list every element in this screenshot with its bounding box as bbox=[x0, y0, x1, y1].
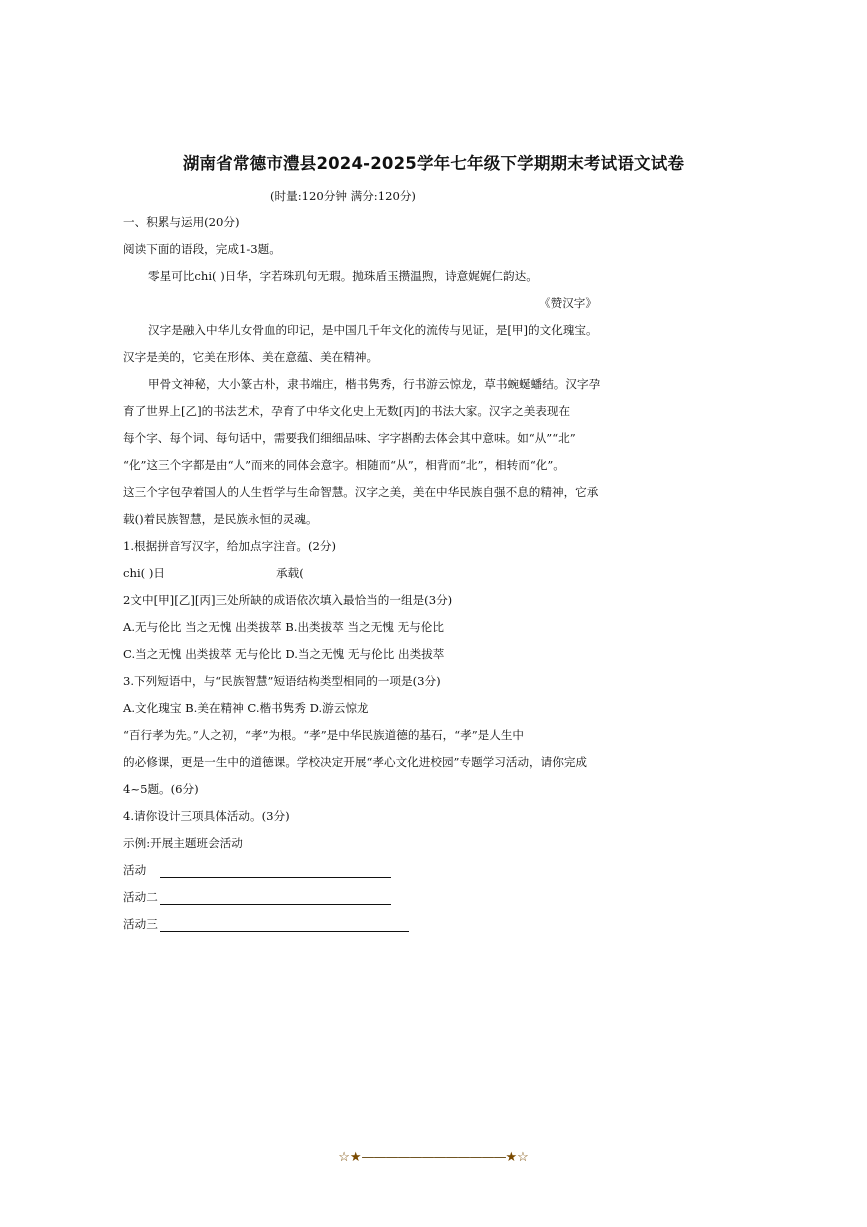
activity-1-label: 活动 bbox=[123, 863, 147, 877]
paragraph-line: 甲骨文神秘，大小篆古朴，隶书端庄，楷书隽秀，行书游云惊龙，草书蜿蜒蟠结。汉字孕 bbox=[148, 377, 601, 391]
activity-2-label: 活动二 bbox=[123, 890, 158, 904]
question-1-blank-a: chi( )日 bbox=[123, 566, 165, 580]
paragraph-line: “化”这三个字都是由“人”而来的同体会意字。相随而“从”，相背而“北”，相转而“化”。 bbox=[123, 458, 565, 472]
page-title: 湖南省常德市澧县2024-2025学年七年级下学期期末考试语文试卷 bbox=[182, 154, 685, 173]
section-heading: 一、积累与运用(20分) bbox=[123, 215, 240, 229]
poem-line: 零星可比chi( )日华，字若珠玑句无瑕。抛珠盾玉攒温煦，诗意娓娓仁韵达。 bbox=[148, 269, 538, 283]
paragraph-line: 每个字、每个词、每句话中，需要我们细细品味、字字斟酌去体会其中意味。如“从”“北” bbox=[123, 431, 576, 445]
paragraph-line: 育了世界上[乙]的书法艺术，孕育了中华文化史上无数[丙]的书法大家。汉字之美表现在 bbox=[123, 404, 571, 418]
activity-2-answer-line[interactable] bbox=[160, 904, 391, 905]
reading-instruction: 阅读下面的语段，完成1-3题。 bbox=[123, 242, 281, 256]
question-1-stem: 1.根据拼音写汉字，给加点字注音。(2分) bbox=[123, 539, 336, 553]
question-3-options: A.文化瑰宝 B.美在精神 C.楷书隽秀 D.游云惊龙 bbox=[123, 701, 369, 715]
star-icon: ☆★ bbox=[338, 1150, 362, 1165]
paragraph-line: 汉字是美的，它美在形体、美在意蕴、美在精神。 bbox=[123, 350, 379, 364]
paragraph-line: 这三个字包孕着国人的人生哲学与生命智慧。汉字之美，美在中华民族自强不息的精神，它承 bbox=[123, 485, 599, 499]
question-4-stem: 4.请你设计三项具体活动。(3分) bbox=[123, 809, 290, 823]
paragraph-line: 汉字是融入中华儿女骨血的印记，是中国几千年文化的流传与见证，是[甲]的文化瑰宝。 bbox=[148, 323, 598, 337]
page-footer-ornament bbox=[0, 1150, 867, 1165]
activity-3-label: 活动三 bbox=[123, 917, 158, 931]
question-2-stem: 2文中[甲][乙][丙]三处所缺的成语依次填入最恰当的一组是(3分) bbox=[123, 593, 453, 607]
paragraph-line: 的必修课，更是一生中的道德课。学校决定开展“孝心文化进校园”专题学习活动，请你完成 bbox=[123, 755, 588, 769]
star-icon: ★☆ bbox=[505, 1150, 529, 1165]
footer-rule: ———————————— bbox=[361, 1150, 506, 1165]
question-2-options-ab: A.无与伦比 当之无愧 出类拔萃 B.出类拔萃 当之无愧 无与伦比 bbox=[123, 620, 444, 634]
activity-3-answer-line[interactable] bbox=[160, 931, 409, 932]
question-4-example: 示例:开展主题班会活动 bbox=[123, 836, 243, 850]
question-1-blank-b: 承载( bbox=[276, 566, 304, 580]
poem-source: 《赞汉字》 bbox=[539, 296, 597, 310]
question-2-options-cd: C.当之无愧 出类拔萃 无与伦比 D.当之无愧 无与伦比 出类拔萃 bbox=[123, 647, 445, 661]
exam-time-and-score: (时量:120分钟 满分:120分) bbox=[270, 189, 416, 203]
paragraph-line: “百行孝为先。”人之初，“孝”为根。“孝”是中华民族道德的基石，“孝”是人生中 bbox=[123, 728, 525, 742]
question-3-stem: 3.下列短语中，与“民族智慧”短语结构类型相同的一项是(3分) bbox=[123, 674, 441, 688]
paragraph-line: 载()着民族智慧，是民族永恒的灵魂。 bbox=[123, 512, 318, 526]
paragraph-line: 4~5题。(6分) bbox=[123, 782, 199, 796]
activity-1-answer-line[interactable] bbox=[160, 877, 391, 878]
